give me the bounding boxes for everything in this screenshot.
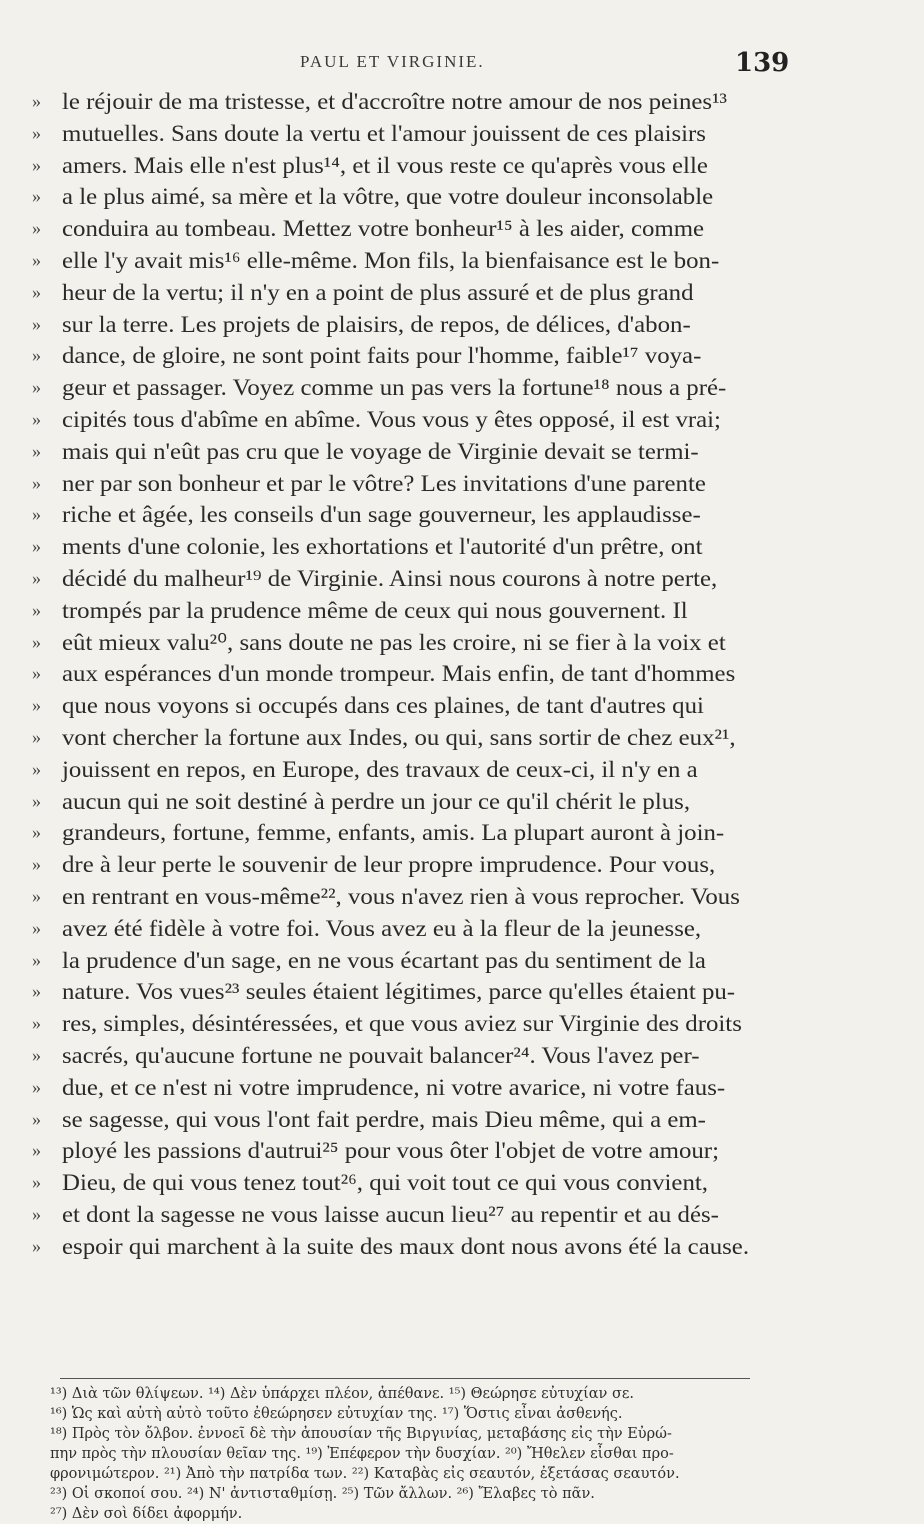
body-text: [32, 86, 802, 1262]
footnote-line: φρονιμώτερον. ²¹) Ἀπὸ τὴν πατρίδα των. ²²) Καταβὰς εἰς σεαυτόν, ἐξετάσας σεαυτόν.: [50, 1466, 680, 1482]
text-line: [32, 118, 802, 150]
text-line: [32, 436, 802, 468]
text-line: [32, 1135, 802, 1167]
guillemet-mark: »: [32, 567, 41, 588]
guillemet-mark: »: [32, 472, 41, 493]
line-text: amers. Mais elle n'est plus¹⁴, et il vous reste ce qu'après vous elle: [62, 152, 708, 178]
text-line: [32, 150, 802, 182]
text-line: [32, 881, 802, 913]
line-text: riche et âgée, les conseils d'un sage gouverneur, les applaudisse-: [62, 502, 701, 528]
guillemet-mark: »: [32, 981, 41, 1002]
guillemet-mark: »: [32, 631, 41, 652]
guillemet-mark: »: [32, 1076, 41, 1097]
guillemet-mark: »: [32, 790, 41, 811]
guillemet-mark: »: [32, 758, 41, 779]
guillemet-mark: »: [32, 536, 41, 557]
line-text: elle l'y avait mis¹⁶ elle-même. Mon fils, la bienfaisance est le bon-: [62, 247, 720, 273]
text-line: [32, 817, 802, 849]
guillemet-mark: »: [32, 440, 41, 461]
line-text: et dont la sagesse ne vous laisse aucun lieu²⁷ au repentir et au dés-: [62, 1201, 719, 1227]
text-line: [32, 531, 802, 563]
text-line: [32, 1040, 802, 1072]
footnote-rule: [60, 1378, 750, 1379]
text-line: [32, 468, 802, 500]
guillemet-mark: »: [32, 1044, 41, 1065]
guillemet-mark: »: [32, 377, 41, 398]
guillemet-mark: »: [32, 854, 41, 875]
text-line: [32, 1167, 802, 1199]
line-text: grandeurs, fortune, femme, enfants, amis. La plupart auront à join-: [62, 820, 725, 846]
guillemet-mark: »: [32, 949, 41, 970]
text-line: [32, 499, 802, 531]
line-text: sacrés, qu'aucune fortune ne pouvait balancer²⁴. Vous l'avez per-: [62, 1042, 700, 1068]
line-text: due, et ce n'est ni votre imprudence, ni votre avarice, ni votre faus-: [62, 1074, 726, 1100]
guillemet-mark: »: [32, 599, 41, 620]
guillemet-mark: »: [32, 1203, 41, 1224]
running-title: PAUL ET VIRGINIE.: [300, 52, 485, 71]
text-line: [32, 563, 802, 595]
text-line: [32, 309, 802, 341]
line-text: jouissent en repos, en Europe, des travaux de ceux-ci, il n'y en a: [62, 756, 698, 782]
guillemet-mark: »: [32, 249, 41, 270]
text-line: [32, 1104, 802, 1136]
guillemet-mark: »: [32, 408, 41, 429]
text-line: [32, 754, 802, 786]
line-text: eût mieux valu²⁰, sans doute ne pas les croire, ni se fier à la voix et: [62, 629, 726, 655]
text-line: [32, 213, 802, 245]
running-head: [0, 48, 924, 82]
footnotes: [50, 1384, 850, 1524]
line-text: aucun qui ne soit destiné à perdre un jour ce qu'il chérit le plus,: [62, 788, 691, 814]
text-line: [32, 86, 802, 118]
guillemet-mark: »: [32, 504, 41, 525]
line-text: nature. Vos vues²³ seules étaient légitimes, parce qu'elles étaient pu-: [62, 979, 736, 1005]
guillemet-mark: »: [32, 885, 41, 906]
text-line: [32, 404, 802, 436]
footnote-line: πην πρὸς τὴν πλουσίαν θεῖαν της. ¹⁹) Ἐπέφερον τὴν δυσχίαν. ²⁰) Ἤθελεν εἶσθαι προ-: [50, 1446, 674, 1462]
guillemet-mark: »: [32, 186, 41, 207]
guillemet-mark: »: [32, 1172, 41, 1193]
guillemet-mark: »: [32, 122, 41, 143]
guillemet-mark: »: [32, 313, 41, 334]
line-text: Dieu, de qui vous tenez tout²⁶, qui voit tout ce qui vous convient,: [62, 1170, 708, 1196]
line-text: se sagesse, qui vous l'ont fait perdre, mais Dieu même, qui a em-: [62, 1106, 706, 1132]
line-text: la prudence d'un sage, en ne vous écartant pas du sentiment de la: [62, 947, 706, 973]
line-text: mais qui n'eût pas cru que le voyage de Virginie devait se termi-: [62, 438, 699, 464]
line-text: sur la terre. Les projets de plaisirs, de repos, de délices, d'abon-: [62, 311, 691, 337]
guillemet-mark: »: [32, 663, 41, 684]
guillemet-mark: »: [32, 281, 41, 302]
text-line: [32, 245, 802, 277]
line-text: trompés par la prudence même de ceux qui nous gouvernent. Il: [62, 597, 688, 623]
guillemet-mark: »: [32, 1235, 41, 1256]
guillemet-mark: »: [32, 1108, 41, 1129]
line-text: res, simples, désintéressées, et que vous aviez sur Virginie des droits: [62, 1011, 742, 1037]
line-text: ployé les passions d'autrui²⁵ pour vous ôter l'objet de votre amour;: [62, 1138, 719, 1164]
text-line: [32, 849, 802, 881]
text-line: [32, 595, 802, 627]
text-line: [32, 722, 802, 754]
line-text: espoir qui marchent à la suite des maux dont nous avons été la cause.: [62, 1233, 750, 1259]
line-text: vont chercher la fortune aux Indes, ou qui, sans sortir de chez eux²¹,: [62, 724, 736, 750]
text-line: [32, 786, 802, 818]
footnote-line: ¹⁶) Ὡς καὶ αὐτὴ αὐτὸ τοῦτο ἐθεώρησεν εὐτυχίαν της. ¹⁷) Ὅστις εἶναι ἀσθενής.: [50, 1406, 623, 1422]
guillemet-mark: »: [32, 917, 41, 938]
guillemet-mark: »: [32, 345, 41, 366]
guillemet-mark: »: [32, 822, 41, 843]
line-text: avez été fidèle à votre foi. Vous avez eu à la fleur de la jeunesse,: [62, 915, 702, 941]
text-line: [32, 1008, 802, 1040]
line-text: aux espérances d'un monde trompeur. Mais enfin, de tant d'hommes: [62, 661, 736, 687]
guillemet-mark: »: [32, 726, 41, 747]
line-text: heur de la vertu; il n'y en a point de plus assuré et de plus grand: [62, 279, 694, 305]
text-line: [32, 277, 802, 309]
text-line: [32, 372, 802, 404]
line-text: dance, de gloire, ne sont point faits pour l'homme, faible¹⁷ voya-: [62, 343, 702, 369]
line-text: le réjouir de ma tristesse, et d'accroître notre amour de nos peines¹³: [62, 89, 727, 114]
text-line: [32, 627, 802, 659]
line-text: conduira au tombeau. Mettez votre bonheur¹⁵ à les aider, comme: [62, 216, 705, 242]
text-line: [32, 690, 802, 722]
line-text: décidé du malheur¹⁹ de Virginie. Ainsi nous courons à notre perte,: [62, 565, 718, 591]
line-text: ments d'une colonie, les exhortations et l'autorité d'un prêtre, ont: [62, 534, 703, 560]
guillemet-mark: »: [32, 218, 41, 239]
line-text: cipités tous d'abîme en abîme. Vous vous y êtes opposé, il est vrai;: [62, 406, 721, 432]
guillemet-mark: »: [32, 154, 41, 175]
guillemet-mark: »: [32, 695, 41, 716]
footnote-line: ²³) Οἱ σκοποί σου. ²⁴) Ν' ἀντισταθμίσῃ. ²⁵) Τῶν ἄλλων. ²⁶) Ἔλαβες τὸ πᾶν.: [50, 1486, 595, 1502]
text-line: [32, 913, 802, 945]
footnote-line: ¹³) Διὰ τῶν θλίψεων. ¹⁴) Δὲν ὑπάρχει πλέον, ἀπέθανε. ¹⁵) Θεώρησε εὐτυχίαν σε.: [50, 1386, 634, 1402]
line-text: dre à leur perte le souvenir de leur propre imprudence. Pour vous,: [62, 852, 716, 878]
guillemet-mark: »: [32, 1140, 41, 1161]
line-text: geur et passager. Voyez comme un pas vers la fortune¹⁸ nous a pré-: [62, 375, 727, 401]
text-line: [32, 945, 802, 977]
text-line: [32, 1072, 802, 1104]
line-text: ner par son bonheur et par le vôtre? Les invitations d'une parente: [62, 470, 706, 496]
line-text: que nous voyons si occupés dans ces plaines, de tant d'autres qui: [62, 693, 704, 719]
line-text: en rentrant en vous-même²², vous n'avez rien à vous reprocher. Vous: [62, 883, 740, 909]
footnote-line: ¹⁸) Πρὸς τὸν ὄλβον. ἐννοεῖ δὲ τὴν ἀπουσίαν τῆς Βιργινίας, μεταβάσης εἰς τὴν Εὐρώ-: [50, 1426, 672, 1442]
line-text: mutuelles. Sans doute la vertu et l'amour jouissent de ces plaisirs: [62, 120, 706, 146]
footnote-line: ²⁷) Δὲν σοὶ δίδει ἀφορμήν.: [50, 1506, 243, 1522]
page-number: 139: [735, 48, 790, 78]
guillemet-mark: »: [32, 91, 41, 111]
text-line: [32, 976, 802, 1008]
text-line: [32, 1231, 802, 1263]
line-text: a le plus aimé, sa mère et la vôtre, que votre douleur inconsolable: [62, 184, 714, 210]
text-line: [32, 340, 802, 372]
text-line: [32, 1199, 802, 1231]
text-line: [32, 658, 802, 690]
guillemet-mark: »: [32, 1013, 41, 1034]
text-line: [32, 181, 802, 213]
